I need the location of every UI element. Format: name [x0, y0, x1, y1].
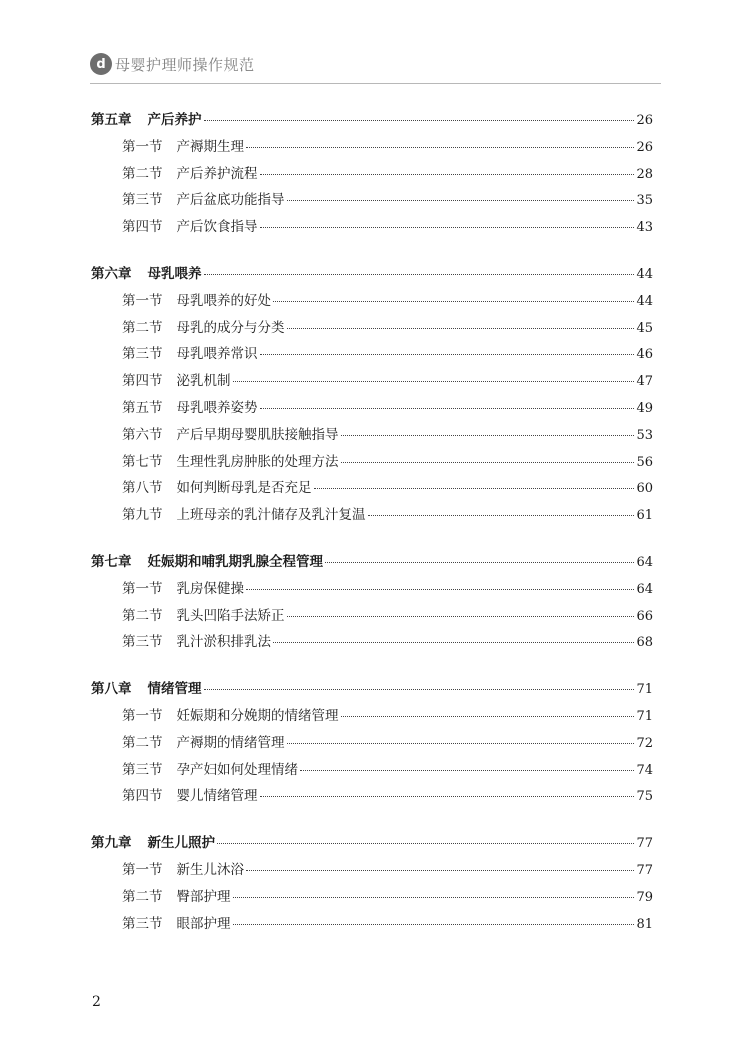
page-ref: 35 [636, 193, 653, 209]
dot-leader [325, 562, 634, 563]
section-entry[interactable] [91, 369, 653, 396]
chapter-block [91, 550, 653, 657]
section-number: 第二节 [122, 607, 163, 624]
section-title: 母乳喂养常识 [176, 346, 258, 363]
section-title: 孕产妇如何处理情绪 [176, 761, 298, 778]
chapter-block [91, 831, 653, 938]
dot-leader [217, 843, 634, 844]
section-entry[interactable] [91, 316, 653, 343]
section-number: 第四节 [122, 373, 163, 390]
section-number: 第一节 [122, 580, 163, 597]
chapter-title: 妊娠期和哺乳期乳腺全程管理 [147, 553, 323, 570]
chapter-number: 第八章 [91, 681, 132, 698]
dot-leader [287, 743, 635, 744]
section-entry[interactable] [91, 784, 653, 811]
section-title: 妊娠期和分娩期的情绪管理 [176, 707, 339, 724]
section-entry[interactable] [91, 188, 653, 215]
running-header [90, 52, 255, 76]
section-title: 新生儿沐浴 [176, 861, 244, 878]
page-ref: 46 [636, 347, 653, 363]
dot-leader [300, 770, 634, 771]
page-ref: 64 [636, 554, 653, 570]
dot-leader [204, 689, 635, 690]
section-title: 产后早期母婴肌肤接触指导 [176, 426, 339, 443]
section-title: 婴儿情绪管理 [176, 788, 258, 805]
section-title: 乳头凹陷手法矫正 [176, 607, 285, 624]
page-ref: 49 [636, 400, 653, 416]
section-number: 第六节 [122, 426, 163, 443]
dot-leader [314, 488, 635, 489]
dot-leader [233, 381, 635, 382]
section-title: 产褥期的情绪管理 [176, 734, 285, 751]
page-ref: 61 [636, 508, 653, 524]
page-ref: 77 [636, 836, 653, 852]
dot-leader [341, 435, 635, 436]
page-ref: 43 [636, 220, 653, 236]
page-ref: 28 [636, 166, 653, 182]
chapter-block [91, 262, 653, 530]
dot-leader [260, 408, 635, 409]
section-number: 第七节 [122, 453, 163, 470]
section-number: 第三节 [122, 192, 163, 209]
page-ref: 71 [636, 682, 653, 698]
section-number: 第三节 [122, 915, 163, 932]
section-title: 产后养护流程 [176, 165, 258, 182]
dot-leader [260, 796, 635, 797]
dot-leader [204, 120, 635, 121]
section-number: 第八节 [122, 480, 163, 497]
chapter-number: 第六章 [91, 265, 132, 282]
dot-leader [260, 174, 635, 175]
section-number: 第一节 [122, 861, 163, 878]
section-title: 如何判断母乳是否充足 [176, 480, 312, 497]
chapter-entry[interactable] [91, 262, 653, 289]
section-number: 第一节 [122, 292, 163, 309]
section-number: 第二节 [122, 734, 163, 751]
section-title: 产褥期生理 [176, 138, 244, 155]
section-entry[interactable] [91, 342, 653, 369]
section-number: 第一节 [122, 707, 163, 724]
section-number: 第五节 [122, 399, 163, 416]
section-entry[interactable] [91, 135, 653, 162]
section-entry[interactable] [91, 503, 653, 530]
section-title: 产后盆底功能指导 [176, 192, 285, 209]
section-title: 母乳的成分与分类 [176, 319, 285, 336]
section-entry[interactable] [91, 858, 653, 885]
chapter-entry[interactable] [91, 831, 653, 858]
section-entry[interactable] [91, 604, 653, 631]
dot-leader [246, 870, 634, 871]
chapter-entry[interactable] [91, 108, 653, 135]
section-number: 第二节 [122, 888, 163, 905]
page-ref: 68 [636, 635, 653, 651]
dot-leader [246, 147, 634, 148]
dot-leader [341, 462, 635, 463]
section-entry[interactable] [91, 577, 653, 604]
section-entry[interactable] [91, 423, 653, 450]
section-title: 臀部护理 [176, 888, 231, 905]
section-entry[interactable] [91, 758, 653, 785]
chapter-entry[interactable] [91, 677, 653, 704]
page-ref: 64 [636, 581, 653, 597]
section-number: 第三节 [122, 634, 163, 651]
section-entry[interactable] [91, 476, 653, 503]
chapter-title: 母乳喂养 [147, 265, 202, 282]
page-ref: 26 [636, 113, 653, 128]
chapter-number: 第九章 [91, 835, 132, 852]
dot-leader [246, 589, 634, 590]
dot-leader [287, 328, 635, 329]
page-ref: 26 [636, 139, 653, 155]
book-title: 母婴护理师操作规范 [115, 55, 255, 74]
page-ref: 71 [636, 708, 653, 724]
page-number: 2 [92, 994, 101, 1010]
page-ref: 44 [636, 266, 653, 282]
section-number: 第二节 [122, 319, 163, 336]
page-ref: 81 [636, 916, 653, 932]
page-ref: 79 [636, 889, 653, 905]
section-title: 生理性乳房肿胀的处理方法 [176, 453, 339, 470]
chapter-title: 产后养护 [147, 112, 202, 128]
section-entry[interactable] [91, 912, 653, 939]
dot-leader [341, 716, 635, 717]
page-ref: 53 [636, 427, 653, 443]
page-ref: 75 [636, 789, 653, 805]
chapter-number: 第七章 [91, 553, 132, 570]
section-entry[interactable] [91, 289, 653, 316]
section-title: 乳汁淤积排乳法 [176, 634, 271, 651]
book-logo-icon: d [90, 53, 112, 75]
section-entry[interactable] [91, 396, 653, 423]
section-entry[interactable] [91, 215, 653, 242]
section-number: 第三节 [122, 761, 163, 778]
dot-leader [233, 897, 635, 898]
header-divider [90, 83, 661, 84]
dot-leader [287, 616, 635, 617]
section-title: 上班母亲的乳汁储存及乳汁复温 [176, 507, 366, 524]
section-entry[interactable] [91, 630, 653, 657]
section-entry[interactable] [91, 704, 653, 731]
section-title: 产后饮食指导 [176, 219, 258, 236]
section-title: 母乳喂养的好处 [176, 292, 271, 309]
section-title: 乳房保健操 [176, 580, 244, 597]
page-ref: 47 [636, 374, 653, 390]
page-ref: 66 [636, 608, 653, 624]
section-title: 泌乳机制 [176, 373, 231, 390]
section-entry[interactable] [91, 450, 653, 477]
dot-leader [260, 354, 635, 355]
section-number: 第九节 [122, 507, 163, 524]
dot-leader [273, 301, 634, 302]
section-title: 母乳喂养姿势 [176, 399, 258, 416]
dot-leader [260, 227, 635, 228]
chapter-number: 第五章 [91, 112, 132, 128]
chapter-title: 新生儿照护 [147, 835, 215, 852]
section-title: 眼部护理 [176, 915, 231, 932]
section-number: 第一节 [122, 138, 163, 155]
page-ref: 60 [636, 481, 653, 497]
chapter-entry[interactable] [91, 550, 653, 577]
dot-leader [368, 515, 635, 516]
section-entry[interactable] [91, 731, 653, 758]
page-ref: 44 [636, 293, 653, 309]
dot-leader [204, 274, 635, 275]
section-entry[interactable] [91, 162, 653, 189]
section-number: 第四节 [122, 219, 163, 236]
dot-leader [233, 924, 635, 925]
page-ref: 72 [636, 735, 653, 751]
page-ref: 77 [636, 862, 653, 878]
section-number: 第二节 [122, 165, 163, 182]
page-ref: 45 [636, 320, 653, 336]
section-number: 第四节 [122, 788, 163, 805]
page-ref: 74 [636, 762, 653, 778]
chapter-block [91, 108, 653, 242]
chapter-block [91, 677, 653, 811]
chapter-title: 情绪管理 [147, 681, 202, 698]
section-number: 第三节 [122, 346, 163, 363]
section-entry[interactable] [91, 885, 653, 912]
dot-leader [273, 642, 634, 643]
page-ref: 56 [636, 454, 653, 470]
table-of-contents [91, 108, 653, 958]
dot-leader [287, 200, 635, 201]
